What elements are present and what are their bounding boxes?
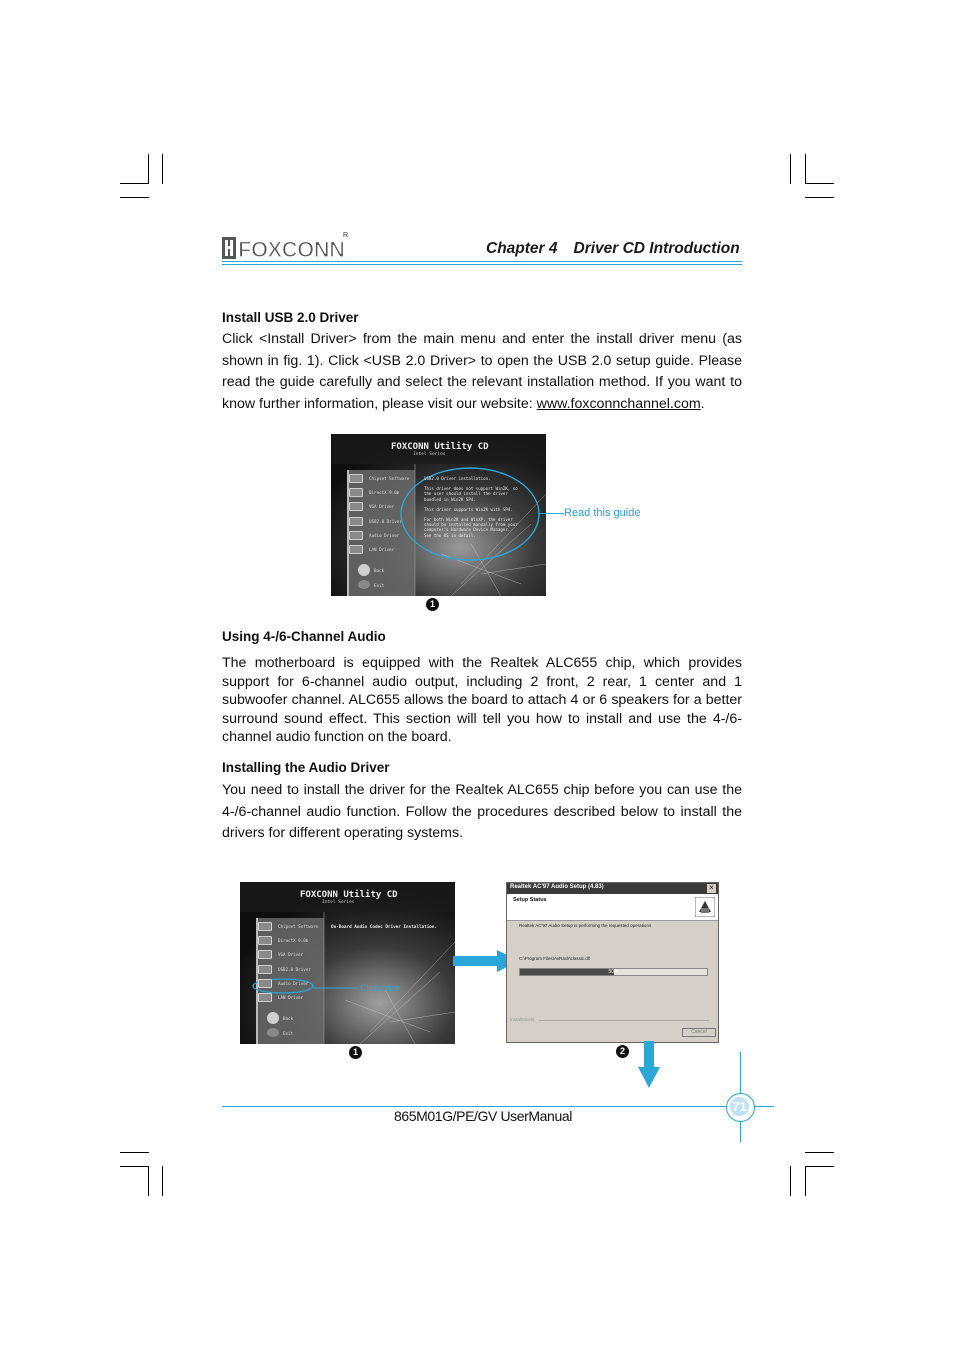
menu-item[interactable]: Chipset Software xyxy=(369,476,410,481)
page-number-badge xyxy=(726,1093,755,1122)
disk-icon xyxy=(258,965,272,974)
audio-heading: Using 4-/6-Channel Audio xyxy=(222,629,386,644)
crop-mark xyxy=(148,154,149,184)
chapter-heading: Chapter 4 Driver CD Introduction xyxy=(486,240,740,257)
app-title: FOXCONN Utility CD xyxy=(391,442,489,452)
disk-icon xyxy=(349,474,363,483)
cancel-button[interactable]: Cancel xyxy=(682,1028,716,1037)
callout-read-guide: Read this guide xyxy=(564,507,641,519)
arrow-down-icon xyxy=(638,1041,660,1088)
disk-icon xyxy=(349,531,363,540)
disk-icon xyxy=(258,936,272,945)
menu-item[interactable]: VGA Driver xyxy=(278,952,304,957)
foxconn-logo xyxy=(222,234,350,262)
disk-icon xyxy=(258,922,272,931)
close-icon[interactable]: × xyxy=(707,884,716,893)
menu-item[interactable]: LAN Driver xyxy=(369,547,395,552)
crop-mark xyxy=(805,1166,806,1196)
exit-button[interactable]: Exit xyxy=(283,1031,294,1036)
driver-menu xyxy=(258,920,320,1005)
driver-menu xyxy=(349,472,411,557)
app-title: FOXCONN Utility CD xyxy=(300,890,398,900)
crop-mark xyxy=(120,1152,149,1153)
page-number: 71 xyxy=(730,1097,749,1116)
crop-mark xyxy=(805,1152,834,1153)
callout-click-here: Click here xyxy=(360,983,401,993)
audio-screenshot xyxy=(240,882,455,1044)
progress-bar xyxy=(519,968,708,976)
progress-label: 50% xyxy=(608,969,619,975)
driver-paragraph: You need to install the driver for the Realtek ALC655 chip before you can use the 4-/6-channel audio function. Follow the procedures described below to install the drivers for different operating systems. xyxy=(222,782,742,841)
menu-item[interactable]: DirectX 9.0b xyxy=(278,938,309,943)
crop-mark xyxy=(120,183,149,184)
disk-icon xyxy=(349,488,363,497)
manual-title: 865M01G/PE/GV UserManual xyxy=(394,1108,572,1124)
usb-guide-panel: USB2.0 Driver installation. This driver does not support Win2K, so the user should install the driver bundled in Win2K SP4. This driver supports Win2K with SP4. For both Win2K and WinXP, the driver should be installed manually from your computer's Hardware Device Manager. See the OS in detail. xyxy=(424,476,518,538)
menu-item[interactable]: USB2.0 Driver xyxy=(278,967,311,972)
crop-mark xyxy=(805,183,834,184)
crop-mark xyxy=(120,197,149,198)
back-button-icon[interactable] xyxy=(358,564,370,576)
crop-mark xyxy=(162,154,163,184)
usb-paragraph: Click <Install Driver> from the main menu and enter the install driver menu (as shown in fig. 1). Click <USB 2.0 Driver> to open the USB 2.0 setup guide. Please read the guide carefully and select the relevant installation method. If you want to know further information, please visit our website: www.foxconnchannel.com. xyxy=(222,331,742,412)
crop-mark xyxy=(120,1166,149,1167)
crop-mark xyxy=(162,1166,163,1196)
crop-mark xyxy=(148,1166,149,1196)
disk-icon xyxy=(349,502,363,511)
window-titlebar xyxy=(507,883,718,894)
usb-screenshot xyxy=(331,434,546,596)
figure-number-1: 1 xyxy=(349,1046,362,1059)
window-title: Realtek AC'97 Audio Setup (4.83) xyxy=(510,884,604,890)
crop-mark xyxy=(805,1166,834,1167)
crop-mark xyxy=(805,154,806,184)
callout-line xyxy=(538,513,564,514)
back-button[interactable]: Back xyxy=(374,568,385,573)
svg-text:FOXCONN: FOXCONN xyxy=(238,237,345,262)
menu-item[interactable]: Audio Driver xyxy=(369,533,400,538)
disk-icon xyxy=(349,545,363,554)
setup-section-title: Setup Status xyxy=(513,897,547,903)
registered-mark: R xyxy=(343,232,349,239)
menu-item[interactable]: LAN Driver xyxy=(278,995,304,1000)
disk-icon xyxy=(258,979,272,988)
exit-button-icon[interactable] xyxy=(267,1028,279,1037)
back-button[interactable]: Back xyxy=(283,1016,294,1021)
back-button-icon[interactable] xyxy=(267,1012,279,1024)
header-rule xyxy=(222,261,742,265)
disk-icon xyxy=(258,950,272,959)
footer-rule xyxy=(222,1106,774,1107)
disk-icon xyxy=(258,993,272,1002)
menu-item[interactable]: VGA Driver xyxy=(369,504,395,509)
setup-header xyxy=(507,894,718,921)
exit-button[interactable]: Exit xyxy=(374,583,385,588)
usb-heading: Install USB 2.0 Driver xyxy=(222,310,359,325)
menu-item[interactable]: USB2.0 Driver xyxy=(369,519,402,524)
figure-number-1: 1 xyxy=(426,598,439,611)
disk-icon xyxy=(349,517,363,526)
installshield-brand: InstallShield xyxy=(510,1017,535,1022)
footer-divider xyxy=(539,1020,709,1021)
driver-heading: Installing the Audio Driver xyxy=(222,760,390,775)
audio-panel-text: On-Board Audio Codec Driver Installation. xyxy=(331,925,438,930)
figure-number-2: 2 xyxy=(616,1045,629,1058)
crop-mark xyxy=(790,1166,791,1196)
app-subtitle: Intel Series xyxy=(413,452,446,457)
audio-paragraph: The motherboard is equipped with the Realtek ALC655 chip, which provides support for 6-channel audio output, including 2 front, 2 rear, 1 center and 1 subwoofer channel. ALC655 allows the board to attach 4 or 6 speakers for a better surround sound effect. This section will tell you how to install and use the 4-/6-channel audio function on the board. xyxy=(222,655,742,746)
setup-status-text: Realtek AC'97 Audio Setup is performing the requested operations. xyxy=(519,923,653,928)
app-subtitle: Intel Series xyxy=(322,900,355,905)
website-link[interactable]: www.foxconnchannel.com xyxy=(536,395,701,412)
crop-mark xyxy=(790,154,791,184)
setup-window xyxy=(506,882,719,1043)
crop-mark xyxy=(805,197,834,198)
setup-file-path: C:\Program Files\AvRack\classic.dll xyxy=(519,956,590,961)
menu-item[interactable]: Chipset Software xyxy=(278,924,319,929)
exit-button-icon[interactable] xyxy=(358,580,370,589)
menu-item[interactable]: Audio Driver xyxy=(278,981,309,986)
menu-item[interactable]: DirectX 9.0b xyxy=(369,490,400,495)
installer-icon xyxy=(695,897,715,917)
